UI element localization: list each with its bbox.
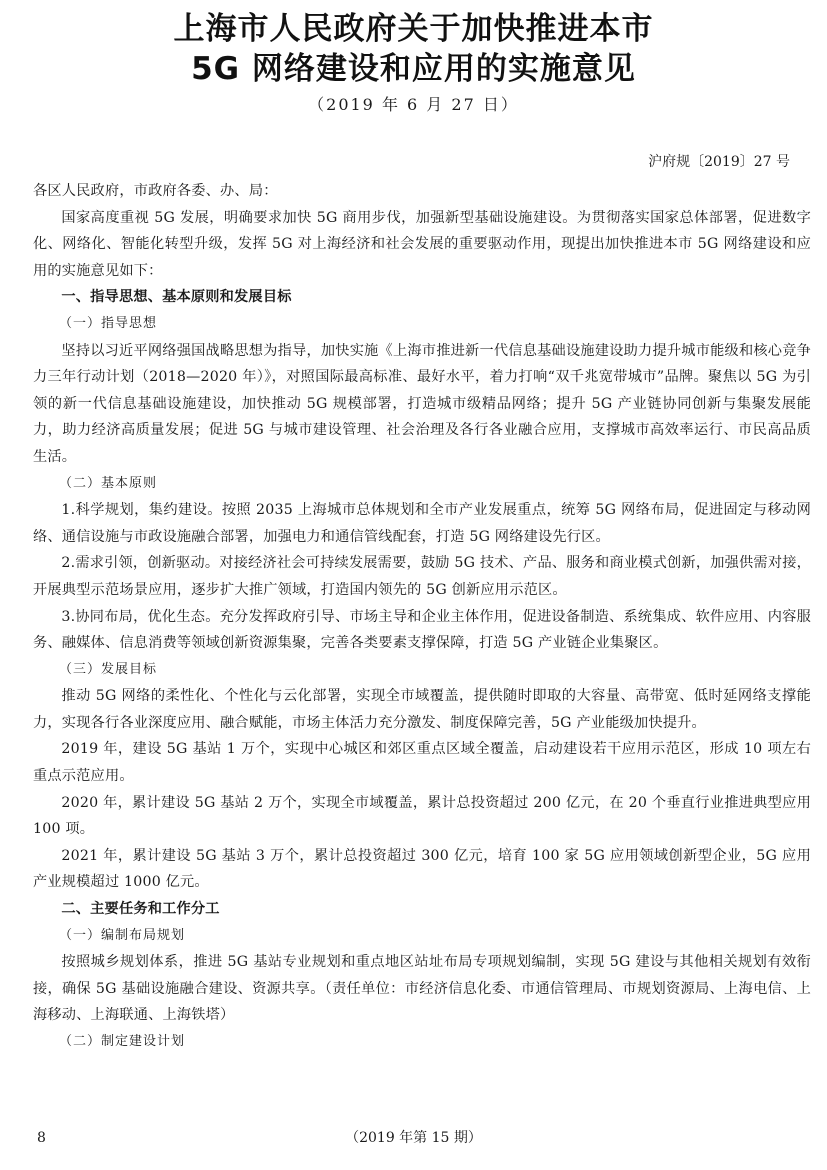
document-date: （2019 年 6 月 27 日）	[308, 95, 519, 114]
paragraph: 按照城乡规划体系，推进 5G 基站专业规划和重点地区站址布局专项规划编制，实现 5G 建设与其他相关规划有效衔接，确保 5G 基础设施融合建设、资源共享。（责任单位：市经济信息化委、市通信管理局、市规划资源局、上海电信、上海移动、上海联通、上海铁塔）	[33, 954, 811, 1024]
salutation: 各区人民政府，市政府各委、办、局：	[33, 183, 278, 199]
paragraph: 1.科学规划，集约建设。按照 2035 上海城市总体规划和全市产业发展重点，统筹 5G 网络布局，促进固定与移动网络、通信设施与市政设施融合部署，加强电力和通信管线配套，打造 5G 网络建设先行区。	[33, 502, 811, 545]
intro-paragraph: 国家高度重视 5G 发展，明确要求加快 5G 商用步伐，加强新型基础设施建设。为贯彻落实国家总体部署，促进数字化、网络化、智能化转型升级，发挥 5G 对上海经济和社会发展的重要驱动作用，现提出加快推进本市 5G 网络建设和应用的实施意见如下：	[33, 209, 811, 279]
paragraph: 推动 5G 网络的柔性化、个性化与云化部署，实现全市域覆盖，提供随时即取的大容量、高带宽、低时延网络支撑能力，实现各行各业深度应用、融合赋能，市场主体活力充分激发、制度保障完善，5G 产业能级加快提升。	[33, 688, 811, 731]
document-body	[33, 178, 811, 1056]
section-heading: 一、指导思想、基本原则和发展目标	[61, 289, 292, 306]
paragraph: 2.需求引领，创新驱动。对接经济社会可持续发展需要，鼓励 5G 技术、产品、服务和商业模式创新，加强供需对接，开展典型示范场景应用，逐步扩大推广领域，打造国内领先的 5G 创新应用示范区。	[33, 555, 811, 598]
issue-label: （2019 年第 15 期）	[345, 1130, 482, 1146]
paragraph: 2020 年，累计建设 5G 基站 2 万个，实现全市域覆盖，累计总投资超过 200 亿元，在 20 个垂直行业推进典型应用 100 项。	[33, 794, 811, 838]
document-title-line2: 5G 网络建设和应用的实施意见	[191, 51, 636, 87]
section-heading: 二、主要任务和工作分工	[61, 901, 220, 918]
paragraph: 3.协同布局，优化生态。充分发挥政府引导、市场主导和企业主体作用，促进设备制造、系统集成、软件应用、内容服务、融媒体、信息消费等领域创新资源集聚，完善各类要素支撑保障，打造 5G 产业链企业集聚区。	[33, 608, 811, 652]
paragraph: 坚持以习近平网络强国战略思想为指导，加快实施《上海市推进新一代信息基础设施建设助力提升城市能级和核心竞争力三年行动计划（2018—2020 年）》，对照国际最高标准、最好水平，着力打响“双千兆宽带城市”品牌。聚焦以 5G 为引领的新一代信息基础设施建设，加快推动 5G 规模部署，打造城市级精品网络；提升 5G 产业链协同创新与集聚发展能力，助力经济高质量发展；促进 5G 与城市建设管理、社会治理及各行各业融合应用，支撑城市高效率运行、市民高品质生活。	[33, 342, 811, 465]
subsection-heading: （一）指导思想	[59, 315, 158, 331]
subsection-heading: （三）发展目标	[59, 661, 158, 677]
paragraph: 2019 年，建设 5G 基站 1 万个，实现中心城区和郊区重点区域全覆盖，启动建设若干应用示范区，形成 10 项左右重点示范应用。	[33, 741, 811, 785]
page-number: 8	[37, 1130, 46, 1146]
document-title-line1: 上海市人民政府关于加快推进本市	[173, 11, 654, 47]
subsection-heading: （二）制定建设计划	[59, 1034, 186, 1049]
document-number: 沪府规〔2019〕27 号	[648, 154, 790, 170]
subsection-heading: （一）编制布局规划	[59, 927, 186, 943]
paragraph: 2021 年，累计建设 5G 基站 3 万个，累计总投资超过 300 亿元，培育 100 家 5G 应用领域创新型企业，5G 应用产业规模超过 1000 亿元。	[33, 847, 811, 891]
subsection-heading: （二）基本原则	[59, 475, 158, 491]
